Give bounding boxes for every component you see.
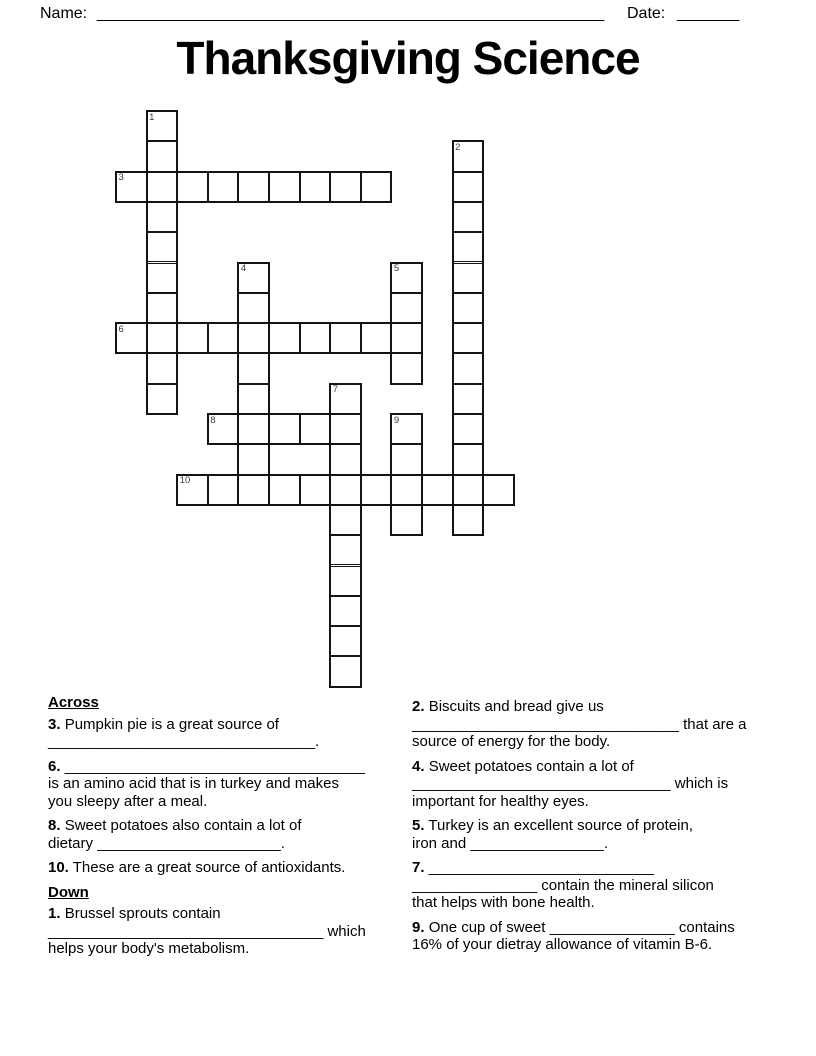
clues-right-column xyxy=(412,698,812,961)
crossword-cell xyxy=(269,323,300,353)
name-blank-line: _________________________________________________________ xyxy=(97,5,605,22)
clue-number: 10. xyxy=(48,859,69,876)
crossword-cell xyxy=(330,656,361,686)
crossword-cell xyxy=(330,444,361,474)
crossword-cell xyxy=(453,232,484,262)
crossword-cell xyxy=(453,505,484,535)
crossword-cell xyxy=(269,172,300,202)
crossword-cell xyxy=(361,172,392,202)
crossword-cell xyxy=(453,172,484,202)
clue-4: 4. Sweet potatoes contain a lot of _______________________________ which is important for healthy eyes. xyxy=(412,757,729,810)
cell-number-9: 9 xyxy=(393,414,400,426)
crossword-cell xyxy=(483,475,514,505)
cell-number-5: 5 xyxy=(393,263,400,274)
crossword-cell xyxy=(238,414,269,444)
crossword-cell xyxy=(208,172,239,202)
crossword-cell xyxy=(330,505,361,535)
crossword-cell xyxy=(238,444,269,474)
crossword-cell xyxy=(453,353,484,383)
crossword-cell xyxy=(238,475,269,505)
clue-3: 3. Pumpkin pie is a great source of ________________________________. xyxy=(48,715,320,750)
cell-number-6: 6 xyxy=(118,323,124,335)
crossword-cell xyxy=(453,202,484,232)
clue-5: 5. Turkey is an excellent source of protein, iron and ________________. xyxy=(412,817,693,852)
cell-number-7: 7 xyxy=(332,384,338,396)
crossword-cell xyxy=(238,323,269,353)
crossword-cell xyxy=(330,323,361,353)
crossword-cell xyxy=(330,535,361,565)
crossword-cell xyxy=(238,384,269,414)
clue-2: 2. Biscuits and bread give us ________________________________ that are a source of energy for the body. xyxy=(412,698,747,750)
crossword-cell xyxy=(361,475,392,505)
name-label: Name: xyxy=(40,5,88,22)
crossword-cell xyxy=(147,172,178,202)
crossword-cell xyxy=(391,475,422,505)
crossword-cell xyxy=(208,323,239,353)
crossword-cell xyxy=(300,475,331,505)
crossword-cell xyxy=(453,293,484,323)
crossword-cell xyxy=(147,384,178,414)
crossword-cell xyxy=(391,444,422,474)
clue-number: 4. xyxy=(412,757,425,775)
crossword-cell xyxy=(330,596,361,626)
crossword-cell xyxy=(422,475,453,505)
cell-number-4: 4 xyxy=(240,263,247,274)
clue-1: 1. Brussel sprouts contain _________________________________ which helps your body's metabolism. xyxy=(48,905,366,957)
crossword-cell xyxy=(269,414,300,444)
crossword-cell xyxy=(208,475,239,505)
clues-left-column xyxy=(48,694,412,965)
crossword-cell xyxy=(453,444,484,474)
cell-number-2: 2 xyxy=(455,141,461,153)
crossword-cell xyxy=(177,172,208,202)
crossword-cell xyxy=(330,626,361,656)
cell-number-8: 8 xyxy=(210,414,216,426)
clue-8: 8. Sweet potatoes also contain a lot of dietary ______________________. xyxy=(48,817,302,852)
cell-number-3: 3 xyxy=(118,172,124,184)
worksheet-title: Thanksgiving Science xyxy=(176,32,640,84)
clue-6: 6. ____________________________________ is an amino acid that is in turkey and makes you sleepy after a meal. xyxy=(48,757,366,810)
date-label: Date: xyxy=(627,5,666,22)
crossword-cell xyxy=(147,202,178,232)
crossword-cell xyxy=(330,566,361,596)
clue-number: 2. xyxy=(412,698,425,715)
crossword-cell xyxy=(330,172,361,202)
clue-number: 7. xyxy=(412,859,425,876)
crossword-cell xyxy=(453,263,484,293)
crossword-cell xyxy=(147,323,178,353)
clue-heading-down: Down xyxy=(48,883,89,901)
crossword-cell xyxy=(391,353,422,383)
cell-number-10: 10 xyxy=(179,475,191,487)
clue-number: 5. xyxy=(412,817,425,834)
clue-number: 3. xyxy=(48,715,61,733)
crossword-cell xyxy=(391,323,422,353)
clue-7: 7. ___________________________ _______________ contain the mineral silicon that helps with bone health. xyxy=(412,859,714,911)
crossword-cell xyxy=(453,414,484,444)
crossword-cell xyxy=(361,323,392,353)
crossword-cell xyxy=(269,475,300,505)
crossword-cell xyxy=(147,353,178,383)
crossword-cell xyxy=(147,293,178,323)
clue-number: 6. xyxy=(48,757,61,775)
clue-number: 8. xyxy=(48,817,61,834)
crossword-cell xyxy=(147,141,178,171)
crossword-cell xyxy=(300,172,331,202)
crossword-cell xyxy=(300,323,331,353)
clue-heading-across: Across xyxy=(48,694,99,711)
date-blank-line: _______ xyxy=(677,5,740,22)
clue-9: 9. One cup of sweet _______________ contains 16% of your dietray allowance of vitamin B-6. xyxy=(412,918,735,953)
crossword-cell xyxy=(453,384,484,414)
crossword-cell xyxy=(300,414,331,444)
crossword-cell xyxy=(238,293,269,323)
clue-number: 1. xyxy=(48,905,61,922)
cell-number-1: 1 xyxy=(149,111,155,123)
crossword-cell xyxy=(177,323,208,353)
crossword-cell xyxy=(453,323,484,353)
crossword-cell xyxy=(391,293,422,323)
crossword-cell xyxy=(391,505,422,535)
crossword-cell xyxy=(453,475,484,505)
crossword-cell xyxy=(238,172,269,202)
crossword-cell xyxy=(147,263,178,293)
crossword-cell xyxy=(330,475,361,505)
crossword-cell xyxy=(147,232,178,262)
clue-number: 9. xyxy=(412,918,425,936)
crossword-cell xyxy=(238,353,269,383)
crossword-cell xyxy=(330,414,361,444)
clue-10: 10. These are a great source of antioxidants. xyxy=(48,859,346,876)
